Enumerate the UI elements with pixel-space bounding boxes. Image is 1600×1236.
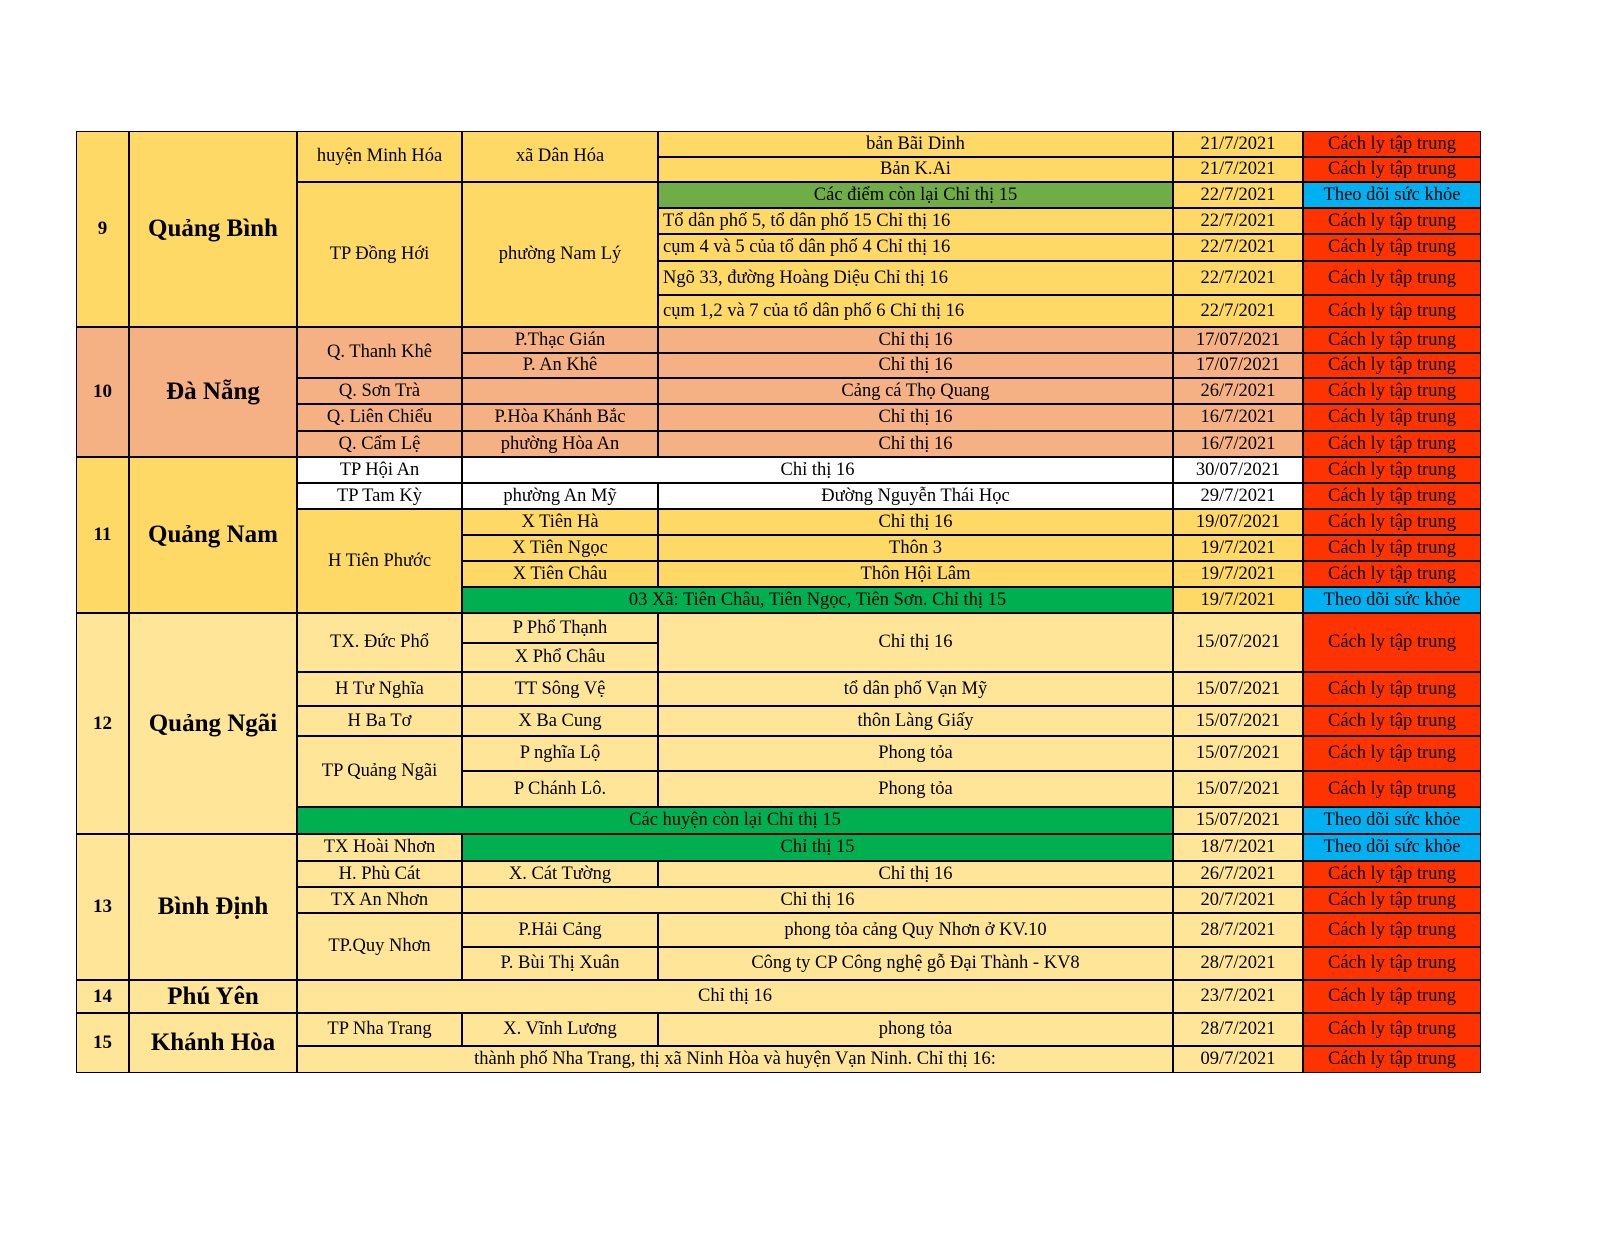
date-cell: 15/07/2021 (1173, 672, 1303, 706)
status-quarantine-badge: Cách ly tập trung (1303, 561, 1481, 587)
measure-cell: Thôn Hội Lâm (658, 561, 1173, 587)
measure-cell: Các điểm còn lại Chỉ thị 15 (658, 182, 1173, 208)
district-cell: Q. Sơn Trà (297, 378, 462, 404)
status-quarantine-badge: Cách ly tập trung (1303, 327, 1481, 353)
status-quarantine-badge: Cách ly tập trung (1303, 861, 1481, 887)
ward-cell: X Tiên Ngọc (462, 535, 658, 561)
status-quarantine-badge: Cách ly tập trung (1303, 947, 1481, 980)
status-quarantine-badge: Cách ly tập trung (1303, 913, 1481, 947)
province-name: Bình Định (129, 834, 297, 980)
measure-cell: tổ dân phố Vạn Mỹ (658, 672, 1173, 706)
status-quarantine-badge: Cách ly tập trung (1303, 887, 1481, 913)
ward-cell (462, 378, 658, 404)
status-quarantine-badge: Cách ly tập trung (1303, 261, 1481, 295)
measure-cell: Ngõ 33, đường Hoàng Diệu Chỉ thị 16 (658, 261, 1173, 295)
measure-cell: Đường Nguyễn Thái Học (658, 483, 1173, 509)
ward-cell: P. An Khê (462, 353, 658, 378)
measure-cell: Chỉ thị 16 (658, 404, 1173, 431)
status-quarantine-badge: Cách ly tập trung (1303, 613, 1481, 672)
date-cell: 19/07/2021 (1173, 509, 1303, 535)
district-cell: H. Phù Cát (297, 861, 462, 887)
date-cell: 30/07/2021 (1173, 457, 1303, 483)
province-name: Đà Nẵng (129, 327, 297, 457)
district-cell: TX Hoài Nhơn (297, 834, 462, 861)
ward-cell: X. Vĩnh Lương (462, 1013, 658, 1046)
ward-cell: X Phổ Châu (462, 643, 658, 672)
date-cell: 15/07/2021 (1173, 736, 1303, 771)
date-cell: 29/7/2021 (1173, 483, 1303, 509)
measure-cell: Chỉ thị 16 (658, 353, 1173, 378)
date-cell: 19/7/2021 (1173, 535, 1303, 561)
ward-cell: P nghĩa Lộ (462, 736, 658, 771)
date-cell: 21/7/2021 (1173, 157, 1303, 182)
status-monitor-badge: Theo dõi sức khỏe (1303, 834, 1481, 861)
date-cell: 22/7/2021 (1173, 182, 1303, 208)
status-quarantine-badge: Cách ly tập trung (1303, 234, 1481, 261)
ward-cell: phường Nam Lý (462, 182, 658, 327)
district-cell: Q. Thanh Khê (297, 327, 462, 378)
ward-cell: P Chánh Lô. (462, 771, 658, 807)
measure-cell: Các huyện còn lại Chỉ thị 15 (297, 807, 1173, 834)
province-name: Khánh Hòa (129, 1013, 297, 1073)
date-cell: 21/7/2021 (1173, 131, 1303, 157)
district-cell: TP Nha Trang (297, 1013, 462, 1046)
measure-cell: Công ty CP Công nghệ gỗ Đại Thành - KV8 (658, 947, 1173, 980)
measure-cell: Chỉ thị 16 (658, 861, 1173, 887)
measure-cell: cụm 4 và 5 của tổ dân phố 4 Chỉ thị 16 (658, 234, 1173, 261)
status-quarantine-badge: Cách ly tập trung (1303, 378, 1481, 404)
measure-cell: 03 Xã: Tiên Châu, Tiên Ngọc, Tiên Sơn. Chỉ thị 15 (462, 587, 1173, 613)
ward-cell: xã Dân Hóa (462, 131, 658, 182)
status-quarantine-badge: Cách ly tập trung (1303, 208, 1481, 234)
date-cell: 28/7/2021 (1173, 913, 1303, 947)
status-quarantine-badge: Cách ly tập trung (1303, 736, 1481, 771)
date-cell: 22/7/2021 (1173, 234, 1303, 261)
ward-cell: P.Thạc Gián (462, 327, 658, 353)
date-cell: 19/7/2021 (1173, 561, 1303, 587)
district-cell: TP Đồng Hới (297, 182, 462, 327)
status-quarantine-badge: Cách ly tập trung (1303, 131, 1481, 157)
date-cell: 15/07/2021 (1173, 807, 1303, 834)
measure-cell: Phong tỏa (658, 736, 1173, 771)
measure-cell: Cảng cá Thọ Quang (658, 378, 1173, 404)
ward-cell: P.Hải Cảng (462, 913, 658, 947)
measure-cell: Chỉ thị 16 (658, 509, 1173, 535)
ward-cell: X. Cát Tường (462, 861, 658, 887)
ward-cell: TT Sông Vệ (462, 672, 658, 706)
district-cell: TP Hội An (297, 457, 462, 483)
ward-cell: phường An Mỹ (462, 483, 658, 509)
measure-cell: thôn Làng Giấy (658, 706, 1173, 736)
status-quarantine-badge: Cách ly tập trung (1303, 509, 1481, 535)
date-cell: 26/7/2021 (1173, 378, 1303, 404)
date-cell: 28/7/2021 (1173, 1013, 1303, 1046)
province-name: Quảng Nam (129, 457, 297, 613)
ward-cell: P.Hòa Khánh Bắc (462, 404, 658, 431)
date-cell: 17/07/2021 (1173, 327, 1303, 353)
district-cell: H Tiên Phước (297, 509, 462, 613)
measure-cell: bản Bãi Dinh (658, 131, 1173, 157)
status-monitor-badge: Theo dõi sức khỏe (1303, 587, 1481, 613)
group-number: 10 (76, 327, 129, 457)
measure-cell: thành phố Nha Trang, thị xã Ninh Hòa và huyện Vạn Ninh. Chỉ thị 16: (297, 1046, 1173, 1073)
date-cell: 16/7/2021 (1173, 404, 1303, 431)
date-cell: 19/7/2021 (1173, 587, 1303, 613)
group-number: 15 (76, 1013, 129, 1073)
status-quarantine-badge: Cách ly tập trung (1303, 980, 1481, 1013)
district-cell: Q. Liên Chiểu (297, 404, 462, 431)
status-monitor-badge: Theo dõi sức khỏe (1303, 807, 1481, 834)
province-name: Phú Yên (129, 980, 297, 1013)
district-cell: H Ba Tơ (297, 706, 462, 736)
measure-cell: Phong tỏa (658, 771, 1173, 807)
status-quarantine-badge: Cách ly tập trung (1303, 353, 1481, 378)
measure-cell: Chỉ thị 16 (297, 980, 1173, 1013)
district-cell: TP Quảng Ngãi (297, 736, 462, 807)
status-quarantine-badge: Cách ly tập trung (1303, 706, 1481, 736)
status-monitor-badge: Theo dõi sức khỏe (1303, 182, 1481, 208)
covid-measures-table (76, 132, 1517, 1102)
date-cell: 09/7/2021 (1173, 1046, 1303, 1073)
measure-cell: Chỉ thị 16 (462, 457, 1173, 483)
measure-cell: Chỉ thị 16 (658, 431, 1173, 457)
date-cell: 22/7/2021 (1173, 208, 1303, 234)
date-cell: 20/7/2021 (1173, 887, 1303, 913)
date-cell: 15/07/2021 (1173, 706, 1303, 736)
measure-cell: Chỉ thị 16 (658, 327, 1173, 353)
status-quarantine-badge: Cách ly tập trung (1303, 535, 1481, 561)
group-number: 9 (76, 131, 129, 327)
measure-cell: phong tỏa (658, 1013, 1173, 1046)
date-cell: 26/7/2021 (1173, 861, 1303, 887)
status-quarantine-badge: Cách ly tập trung (1303, 157, 1481, 182)
district-cell: Q. Cẩm Lệ (297, 431, 462, 457)
group-number: 11 (76, 457, 129, 613)
ward-cell: P Phổ Thạnh (462, 613, 658, 643)
date-cell: 17/07/2021 (1173, 353, 1303, 378)
status-quarantine-badge: Cách ly tập trung (1303, 295, 1481, 327)
measure-cell: Chỉ thị 16 (462, 887, 1173, 913)
date-cell: 15/07/2021 (1173, 771, 1303, 807)
district-cell: TX. Đức Phổ (297, 613, 462, 672)
measure-cell: Chỉ thị 15 (462, 834, 1173, 861)
status-quarantine-badge: Cách ly tập trung (1303, 457, 1481, 483)
measure-cell: cụm 1,2 và 7 của tổ dân phố 6 Chỉ thị 16 (658, 295, 1173, 327)
date-cell: 22/7/2021 (1173, 261, 1303, 295)
measure-cell: Bản K.Ai (658, 157, 1173, 182)
measure-cell: Tổ dân phố 5, tổ dân phố 15 Chỉ thị 16 (658, 208, 1173, 234)
district-cell: TX An Nhơn (297, 887, 462, 913)
ward-cell: X Ba Cung (462, 706, 658, 736)
ward-cell: P. Bùi Thị Xuân (462, 947, 658, 980)
measure-cell: Chỉ thị 16 (658, 613, 1173, 672)
group-number: 14 (76, 980, 129, 1013)
status-quarantine-badge: Cách ly tập trung (1303, 483, 1481, 509)
status-quarantine-badge: Cách ly tập trung (1303, 1013, 1481, 1046)
date-cell: 15/07/2021 (1173, 613, 1303, 672)
status-quarantine-badge: Cách ly tập trung (1303, 404, 1481, 431)
status-quarantine-badge: Cách ly tập trung (1303, 1046, 1481, 1073)
measure-cell: Thôn 3 (658, 535, 1173, 561)
ward-cell: phường Hòa An (462, 431, 658, 457)
status-quarantine-badge: Cách ly tập trung (1303, 672, 1481, 706)
ward-cell: X Tiên Châu (462, 561, 658, 587)
date-cell: 28/7/2021 (1173, 947, 1303, 980)
district-cell: TP.Quy Nhơn (297, 913, 462, 980)
province-name: Quảng Ngãi (129, 613, 297, 834)
status-quarantine-badge: Cách ly tập trung (1303, 771, 1481, 807)
group-number: 12 (76, 613, 129, 834)
province-name: Quảng Bình (129, 131, 297, 327)
date-cell: 18/7/2021 (1173, 834, 1303, 861)
district-cell: H Tư Nghĩa (297, 672, 462, 706)
date-cell: 22/7/2021 (1173, 295, 1303, 327)
district-cell: huyện Minh Hóa (297, 131, 462, 182)
measure-cell: phong tỏa cảng Quy Nhơn ở KV.10 (658, 913, 1173, 947)
date-cell: 23/7/2021 (1173, 980, 1303, 1013)
date-cell: 16/7/2021 (1173, 431, 1303, 457)
group-number: 13 (76, 834, 129, 980)
status-quarantine-badge: Cách ly tập trung (1303, 431, 1481, 457)
ward-cell: X Tiên Hà (462, 509, 658, 535)
district-cell: TP Tam Kỳ (297, 483, 462, 509)
